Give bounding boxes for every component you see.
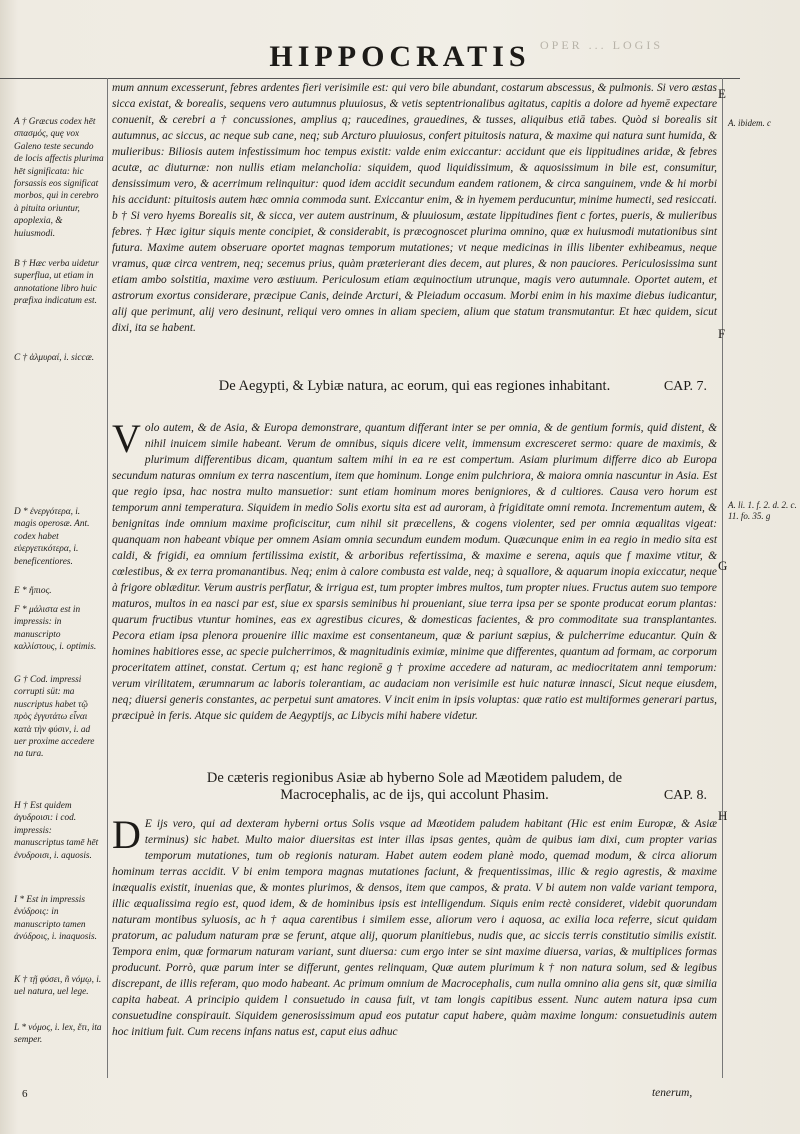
chapter-8-dropcap: D [112,812,141,857]
marginal-note-c: C † ἀλμυραί, i. siccæ. [14,353,95,363]
marginal-note-h: H † Est quidem ἀγυδροισι: i cod. impressis: manuscriptus tamē hēt ἐνυδροισι, i. aquosis. [14,801,99,861]
margin-rule-left [107,78,108,1078]
margin-rule-right [722,78,723,1078]
chapter-8-text: E ijs vero, qui ad dexteram hyberni ortus Solis vsque ad Mæotidem paludem habitant (Hic est enim Europæ, & Asiæ terminus) sic habet. Multo maior diuersitas est inter illas ipsas gentes, quàm de quibus iam dixi, cum propter varias temporum mutationes, tum ob regionis naturam. Habet autem eodem planè modo, quemad modum, & circa aliorum hominum terras accidit. V bi enim tempora magnas mutationes faciunt, & frequentissimas, illic & regio agrestis, & maxime inæqualis existit, inuenias que, & montes plurimos, & densos, item que campos, & prata. V bi autem non valde variant tempora, illic æqualissima regio est, quod idem, & de hominibus ipsis est intelligendum. Siquis enim rectè consideret, videbit quorundam naturam montibus syluosis, ac h † aqua carentibus i similem esse, aliorum vero i aquosa, ac exilia loca referre, sicut quidam pratorum, ac paludum naturam præ se ferunt, atque alij, quorum planitiebus, nudis que, ac siccis terris constitutio similis existit. Tempora enim, quæ formarum naturam variant, sunt diuersa: cum ergo inter se sint maxime diuersa, varias, & multiplices formas producunt. Porrò, quæ parum inter se differunt, gentes relinquam, Quæ autem plurimum k † non natura solum, sed & legibus discrepant, de illis referam, quo modo habeant. Ac primum omnium de Macrocephalis, cum nulla omnino alia gens sit, quæ similia capita habeat. A principio quidem l consuetudo in causa fuit, vt tam longis capitibus essent. Nunc autem natura ipsa cum consuetudine conspirauit. Siquidem generosissimum apud eos putatur caput habere, quàm maxime longum: consuetudinis autem hoc initium fuit. Cum recens infans natus est, caput eius adhuc [112,818,717,1038]
chapter-8-number: CAP. 8. [663,788,707,803]
chapter-7-number: CAP. 7. [663,379,707,394]
opening-paragraph-text: mum annum excesserunt, febres ardentes fieri verisimile est: qui vero bile abundant, costarum abscessus, & pulmonis. Si vero æstas sicca existat, & borealis, sequens vero autumnus pluuiosus, & vetis septentrionalibus agitatus, capitis a dolore ad hyemē expectare conuenit, & cerebri a † concussiones, amplius q; raucedines, grauedines, & tusses, aliquibus etiā tabes. Quòd si borealis sit autumnus, ac siccus, ac neque sub cane, neq; sub Arcturo pluuiosus, confert pituitosis natura, & maxime qui natura sunt humida, & mulieribus: Biliosis autem infestissimum hoc tempus existit: valde enim exiccantur: accidunt que eis lippitudines aridæ, & febres acutæ, ac diuturnæ: non nullis etiam melancholia: siquidem, quod liquidissimum, & aquosissimum in bile est, consumitur, densissimum vero, & acerrimum relinquitur: quod idem accidit secundum eandem rationem, & circa sanguinem, vnde & hi morbi his accidunt: pituitosis autem hæc omnia commoda sunt. Exiccantur enim, & in hyemem perducuntur, minime humecti, sed resiccati. b † Si vero hyems Borealis sit, & sicca, ver autem austrinum, & pluuiosum, æstate lippitudines fient c fortes, pueris, & mulieribus febres. † Hæc igitur siquis mente concipiet, & considerabit, is præcognoscet plurima omnino, quæ ex huiusmodi mutationibus sint futura. Maxime autem obseruare oportet magnas temporum mutationes; vt neque medicinas in illis libenter exhibeamus, neque vramus, quæ circa ventrem, neq; secemus prius, quàm præterierant dies decem, aut plures, & non pauciores. Periculosissima sunt etiam ambo solstitia, maxime vero æstiuum. Periculosum etiam æquinoctium utrunque, magis vero autumnale. Oportet autem, et astrorum exortus considerare, præcipue Canis, deinde Arcturi, & Pleiadum occasum. Morbi enim in his maxime diebus iudicantur, alij que perimunt, alij vero desinunt, reliqui vero omnes in aliam speciem, alium que statum transmutantur. Et hæc quidem, sicut dixi, ita se habent. [112,82,717,334]
marginal-note-f: F * μάλιστα est in impressis: in manuscripto καλλίστους, i. optimis. [14,605,97,653]
chapter-7-body [112,416,717,724]
opening-paragraph [112,80,717,336]
section-mark-f: F [718,326,726,341]
bleed-through-text: OPER ... LOGIS [540,38,664,52]
running-head: HIPPOCRATIS [269,40,531,73]
chapter-7-dropcap: V [112,416,141,461]
chapter-7-text: olo autem, & de Asia, & Europa demonstrare, quantum differant inter se per omnia, & de gentium formis, quid distent, & nihil inuicem simile habeant. Verum de omnibus, siquis dicere velit, immensum excresceret sermo: quare de maximis, & plurimum differentibus dicam, quantum saltem mihi in ea re est compertum. Asiam plurimum differre dico ab Europa secundum naturas omnium ex terra nascentium, item que hominum. Longe enim pulchriora, & maiora omnia nascuntur in Asia. Est que regio ipsa, hac nostra multo mansuetior: sunt etiam hominum mores benigniores, & d cultiores. Causa vero horum est temporum anni temperatura. Siquidem in medio Solis exortu sita est ad auroram, à frigiditate omni remota. Incrementum autem, & benignitas inde omnium maxime proficiscitur, cum nihil sit præcellens, & cogens violenter, sed per omnia æqualitas vigeat: quanquam non habeant vbique per omnem Asiam omnia secundum eundem modum. Quæcunque enim in ea regio in medio sita est caldi, & frigidi, ea omnium fertilissima existit, & arboribus refertissima, & maxime e serena, aquis que f maxime vtitur, & cœlestibus, & ex terra promanantibus. Neq; enim à calore combusta est valde, neq; à squallore, & aquarum inopia exiccatur, neque à frigore oblæditur. Verum austris perflatur, & irrigua est, tum propter imbres multos, tum propter niues. Fructus autem suo tempore maturos, multos in ea nasci par est, siue ex sparsis seminibus hi proueniant, siue terra ipsa per se sponte producat eorum plantas: quarum fructibus vtuntur homines, eas ex agrestibus cicures, & domesticas facientes, & pro commoditate sua transplantantes. Pecora etiam ipsa plenora prouenire illic maxime est consentaneum, quæ & pariunt sæpius, & pulcherrime educantur. Quin & homines habitiores esse, ac specie pulcherrimos, & magnitudinis eximiæ, minime que differentes, quantum ad formam, ac corporum proceritatem attinet, constat. Certum q; est hanc regionē g † proxime accedere ad naturam, ac mediocritatem anni temporum: verum virilitatem, ærumnarum ac laboris tolerantiam, ac audaciam non verisimile est huic naturæ innasci, Sicut neque eiusdem, neq; diuersi generis constantes, ac perpetui sunt amatores. V incit enim in ipsis voluptas: quæ ratio est multiformes generari partus, præcipuè in feris. Atque sic quidem de Aegyptijs, ac Libycis mihi habere videtur. [112,422,717,722]
header-rule [0,78,740,79]
folio-number: 6 [22,1088,28,1100]
marginal-note-d: D * ἐνεργότερα, i. magis operosæ. Ant. codex habet εὐεργετικότερα, i. beneficentiores. [14,507,90,567]
catchword: tenerum, [652,1087,693,1099]
marginal-note-e: E * ἤπιος. [14,586,52,596]
section-mark-h: H [718,808,728,823]
chapter-8-body [112,812,717,1040]
marginal-note-b: B † Hæc verba uidetur superflua, ut etiam in annotatione libro huic præfixa indicatum est. [14,259,99,307]
marginal-note-g: G † Cod. impressi corrupti süt: ma nuscriptus habet τῷ πρὸς ἐγγυτάτω εἶναι κατὰ τὴν φύσιν, i. ad uer proxime accedere na tura. [14,675,95,760]
right-note-2: A. li. 1. f. 2. d. 2. c. 11. fo. 35. g [728,500,797,521]
chapter-7-title: De Aegypti, & Lybiæ natura, ac eorum, qui eas regiones inhabitant. [218,378,611,394]
chapter-8-title: De cæteris regionibus Asiæ ab hyberno Sole ad Mæotidem paludem, de Macrocephalis, ac de ijs, qui accolunt Phasim. [206,770,623,803]
section-mark-e: E [718,86,726,101]
marginal-note-i: I * Est in impressis ἐνύδροις: in manuscripto tamen ἀνύδροις, i. inaquosis. [14,895,97,943]
marginal-note-l: L * νόμος, i. lex, ἔτι, ita semper. [14,1023,102,1046]
chapter-7-heading [112,378,717,395]
right-note-1: A. ibidem. c [728,118,771,128]
chapter-8-heading [112,770,717,804]
marginal-note-a: A † Græcus codex hēt σπασμός, quę vox Galeno teste secundo de locis affectis plurima hēt significata: hic forsassis eos significat morbos, qui in cerebro à pituita oriuntur, apoplexia, & huiusmodi. [14,117,104,239]
marginal-note-k: K † τῇ φύσει, ñ νόμῳ, i. uel natura, uel lege. [14,975,102,998]
section-mark-g: G [718,558,728,573]
